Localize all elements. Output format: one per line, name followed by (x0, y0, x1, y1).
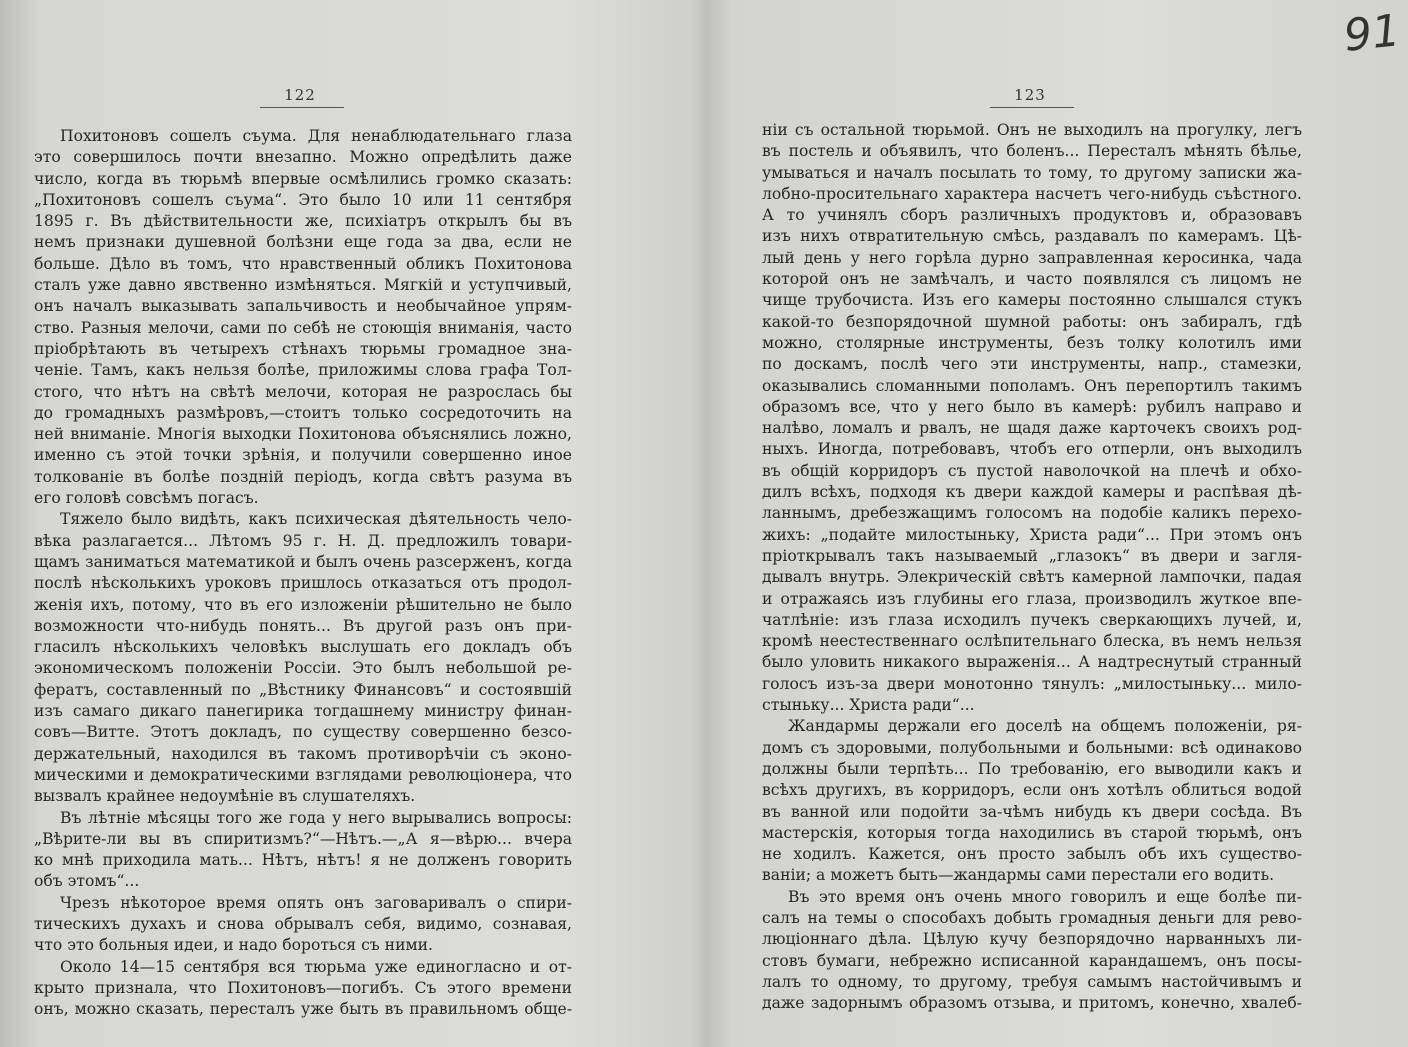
text-line: голосъ изъ-за двери монотонно тянулъ: „милостыньку... мило- (762, 674, 1302, 693)
text-line: Похитоновъ сошелъ съума. Для ненаблюдательнаго глаза (60, 127, 572, 145)
text-line: дывалъ внутрь. Элекрическій свѣтъ камерной лампочки, падая (762, 568, 1302, 587)
text-line: и отражаясь изъ глубины его глаза, производилъ жуткое впе- (762, 589, 1302, 608)
text-line: дилъ всѣхъ, подходя къ двери каждой камеры и распѣвая дѣ- (762, 483, 1302, 502)
text-line: Въ это время онъ очень много говорилъ и еще болѣе пи- (788, 887, 1302, 906)
text-line: мическими и демократическими взглядами революціонера, что (34, 765, 572, 784)
text-line: лалъ то одному, то другому, требуя самымъ настойчивымъ и (762, 972, 1302, 991)
text-line: ніи съ остальной тюрьмой. Онъ не выходилъ на прогулку, легъ (762, 121, 1302, 139)
text-line: толкованіе въ болѣе поздній періодъ, когда свѣтъ разума въ (34, 467, 572, 486)
text-line: его головѣ совсѣмъ погасъ. (34, 489, 259, 508)
text-line: лобно-просительнаго характера насчетъ чего-нибудь съѣстного. (762, 184, 1302, 203)
text-line: образомъ все, что у него было въ камерѣ: рубилъ направо и (762, 397, 1302, 416)
text-line: сталъ уже давно явственно измѣняться. Мягкій и уступчивый, (34, 276, 572, 295)
text-line: больше. Дѣло въ томъ, что нравственный обликъ Похитонова (34, 254, 572, 273)
text-line: налѣво, ломалъ и рвалъ, не щадя даже карточекъ своихъ род- (762, 419, 1302, 438)
text-line: Въ лѣтніе мѣсяцы того же года у него вырывались вопросы: (60, 808, 572, 827)
text-line: стовъ бумаги, небрежно исписанной карандашемъ, онъ посы- (762, 951, 1302, 970)
text-line: которой онъ не замѣчалъ, и часто появлялся съ лицомъ не (762, 270, 1302, 289)
text-line: пріоткрывалъ такъ называемый „глазокъ“ въ двери и загля- (762, 546, 1302, 565)
text-line: тическихъ духахъ и снова обрывалъ себя, видимо, сознавая, (34, 914, 572, 933)
archive-page-mark: 91 (1341, 5, 1403, 62)
text-line: ней вниманіе. Многія выходки Похитонова объяснялись ложно, (34, 425, 572, 444)
text-line: это совершилось почти внезапно. Можно опредѣлить даже (34, 148, 572, 167)
text-line: женія ихъ, потому, что въ его изложеніи рѣшительно не было (34, 595, 572, 614)
text-line: 1895 г. Въ дѣйствительности же, психіатръ открылъ бы въ (34, 212, 572, 231)
text-line: число, когда въ тюрьмѣ впервые осмѣлились громко сказать: (34, 169, 572, 188)
text-line: салъ на темы о способахъ добыть громадныя деньги для рево- (762, 908, 1302, 927)
text-line: фератъ, составленный по „Вѣстнику Финансовъ“ и состоявшій (34, 680, 572, 699)
text-line: экономическомъ положеніи Россіи. Это былъ небольшой ре- (34, 659, 572, 678)
text-line: умываться и началъ посылать то тому, то другому записки жа- (762, 163, 1302, 182)
text-line: до громадныхъ размѣровъ,—стоитъ только сосредоточить на (34, 403, 572, 422)
text-line: „Вѣрите-ли вы въ спиритизмъ?“—Нѣтъ.—„А я—вѣрю... вчера (34, 829, 572, 848)
text-line: лый день у него горѣла дурно заправленная керосинка, чада (762, 248, 1302, 267)
text-line: всѣхъ другихъ, въ корридоръ, если онъ хотѣлъ облиться водой (762, 781, 1302, 800)
right-page-text (762, 120, 1302, 1014)
text-line: можно, столярные инструменты, безъ толку колотилъ ими (762, 333, 1302, 352)
left-page-text (34, 126, 572, 1020)
text-line: Жандармы держали его доселѣ на общемъ положеніи, ря- (788, 717, 1302, 736)
text-line: ваніи; а можетъ быть—жандармы сами перестали его водить. (762, 866, 1275, 885)
text-line: люціоннаго дѣла. Цѣлую кучу безпорядочно нарванныхъ ли- (762, 930, 1302, 949)
text-line: держательный, находился въ такомъ противорѣчіи съ эконо- (34, 744, 572, 763)
text-line: вызвалъ крайнее недоумѣніе въ слушателяхъ. (34, 787, 416, 806)
text-line: онъ началъ выказывать запальчивость и необычайное упрям- (34, 297, 572, 316)
text-line: не ходилъ. Кажется, онъ просто забылъ объ ихъ существо- (762, 845, 1302, 864)
text-line: вѣка разлагается... Лѣтомъ 95 г. Н. Д. предложилъ товари- (34, 531, 572, 550)
right-page-number: 123 (990, 86, 1070, 108)
text-line: совъ—Витте. Этотъ докладъ, по существу совершенно безсо- (34, 723, 572, 742)
text-line: ланнымъ, дребезжащимъ голосомъ на подобіе каликъ перехо- (762, 504, 1302, 523)
right-page (690, 0, 1408, 1047)
text-line: ство. Разныя мелочи, сами по себѣ не стоющія вниманія, часто (34, 318, 572, 337)
text-line: щамъ заниматься математикой и былъ очень разсерженъ, когда (34, 552, 572, 571)
text-line: въ ванной или подойти за-чѣмъ нибудь къ двери сосѣда. Въ (762, 802, 1302, 821)
text-line: по доскамъ, послѣ чего эти инструменты, напр., стамезки, (762, 355, 1302, 374)
text-line: даже задорнымъ образомъ отзыва, и притомъ, конечно, хвалеб- (762, 994, 1302, 1013)
left-page (0, 0, 690, 1047)
text-line: объ этомъ“... (34, 872, 140, 891)
text-line: изъ самаго дикаго панегирика тогдашнему министру финан- (34, 702, 572, 721)
text-line: ко мнѣ приходила мать... Нѣтъ, нѣтъ! я не долженъ говорить (34, 851, 572, 870)
text-line: гласилъ нѣсколькихъ человѣкъ выслушать его докладъ объ (34, 638, 572, 657)
text-line: чатлѣніе: изъ глаза исходилъ пучекъ сверкающихъ лучей, и, (762, 610, 1302, 629)
text-line: чище трубочиста. Изъ его камеры постоянно слышался стукъ (762, 291, 1302, 310)
text-line: должны были терпѣть... По требованію, его выводили какъ и (762, 759, 1302, 778)
text-line: кромѣ неестественнаго ослѣпительнаго блеска, въ немъ нельзя (762, 632, 1302, 651)
text-line: „Похитоновъ сошелъ съума“. Это было 10 или 11 сентября (34, 190, 572, 209)
text-line: въ постель и объявилъ, что боленъ... Пересталъ мѣнять бѣлье, (762, 142, 1302, 161)
text-line: возможности что-нибудь понять... Въ другой разъ онъ при- (34, 616, 572, 635)
text-line: А то учинялъ сборъ различныхъ продуктовъ и, образовавъ (762, 206, 1302, 225)
text-line: мастерскія, которыя тогда находились въ старой тюрьмѣ, онъ (762, 823, 1302, 842)
text-line: стого, что нѣтъ на свѣтѣ мелочи, которая не разрослась бы (34, 382, 572, 401)
text-line: въ общій корридоръ съ пустой наволочкой на плечѣ и обхо- (762, 461, 1302, 480)
text-line: послѣ нѣсколькихъ уроковъ пришлось отказаться отъ продол- (34, 574, 572, 593)
text-line: ченіе. Тамъ, какъ нельзя болѣе, приложимы слова графа Тол- (34, 361, 572, 380)
text-line: ныхъ. Иногда, потребовавъ, чтобъ его отперли, онъ выходилъ (762, 440, 1302, 459)
text-line: домъ съ здоровыми, полубольными и больными: всѣ одинаково (762, 738, 1302, 757)
text-line: стыньку... Христа ради“... (762, 696, 975, 715)
text-line: онъ, можно сказать, пересталъ уже быть въ правильномъ обще- (34, 1000, 572, 1019)
text-line: немъ признаки душевной болѣзни еще года за два, если не (34, 233, 572, 252)
text-line: оказывались сломанными пополамъ. Онъ перепортилъ такимъ (762, 376, 1302, 395)
left-page-number: 122 (260, 86, 340, 108)
text-line: жихъ: „подайте милостыньку, Христа ради“... При этомъ онъ (762, 525, 1302, 544)
text-line: изъ нихъ отвратительную смѣсь, раздавалъ по камерамъ. Цѣ- (762, 227, 1302, 246)
text-line: было уловить никакого выраженія... А надтреснутый странный (762, 653, 1302, 672)
text-line: что это больныя идеи, и надо бороться съ ними. (34, 936, 433, 955)
text-line: какой-то безпорядочной шумной работы: онъ забиралъ, гдѣ (762, 312, 1302, 331)
text-line: Около 14—15 сентября вся тюрьма уже единогласно и от- (60, 957, 572, 976)
text-line: Тяжело было видѣть, какъ психическая дѣятельность чело- (60, 510, 572, 529)
text-line: Чрезъ нѣкоторое время опять онъ заговаривалъ о спири- (60, 893, 572, 912)
text-line: пріобрѣтають въ четырехъ стѣнахъ тюрьмы громадное зна- (34, 339, 572, 358)
text-line: крыто признала, что Похитоновъ—погибъ. Съ этого времени (34, 978, 572, 997)
text-line: именно съ этой точки зрѣнія, и получили совершенно иное (34, 446, 572, 465)
